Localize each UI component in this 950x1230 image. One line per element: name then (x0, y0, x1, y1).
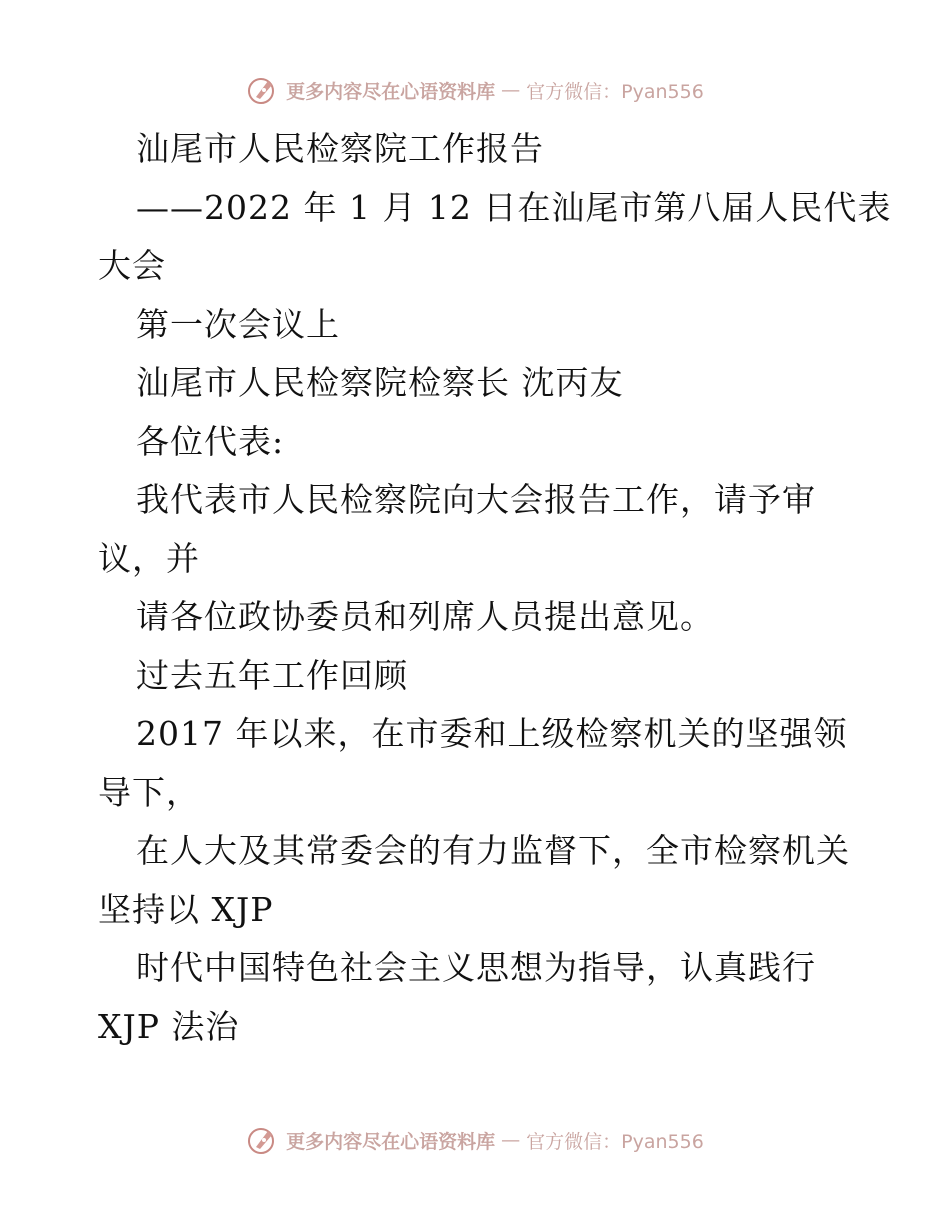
text-line: 大会 (98, 246, 166, 285)
text-line: 第一次会议上 (136, 304, 340, 344)
text-line: 我代表市人民检察院向大会报告工作，请予审 (136, 480, 816, 519)
text-line: 导下， (98, 772, 200, 812)
pen-nib-logo-icon (246, 1123, 280, 1157)
text-line: ——2022 年 1 月 12 日在汕尾市第八届人民代表 (136, 187, 892, 227)
text-line: 坚持以 XJP (98, 889, 274, 929)
footer-watermark-banner (0, 1120, 950, 1160)
text-line: 议，并 (98, 538, 200, 578)
document-body (98, 120, 892, 1056)
watermark-text: 更多内容尽在心语资料库 (286, 1130, 496, 1153)
watermark-text: 更多内容尽在心语资料库 (286, 80, 496, 103)
text-line: XJP 法治 (98, 1006, 240, 1046)
text-line: 时代中国特色社会主义思想为指导，认真践行 (136, 948, 816, 987)
text-line: 汕尾市人民检察院工作报告 (136, 129, 544, 168)
watermark-separator: — (501, 1129, 521, 1151)
text-line: 汕尾市人民检察院检察长 沈丙友 (136, 363, 624, 402)
watermark-wechat: 官方微信：Pyan556 (526, 1130, 704, 1153)
text-line: 请各位政协委员和列席人员提出意见。 (136, 597, 714, 636)
watermark-separator: — (501, 79, 521, 101)
header-watermark-banner (0, 70, 950, 110)
text-line: 各位代表: (136, 421, 285, 461)
text-line: 过去五年工作回顾 (136, 655, 408, 695)
watermark-wechat: 官方微信：Pyan556 (526, 80, 704, 103)
pen-nib-logo-icon (246, 73, 280, 107)
text-line: 2017 年以来，在市委和上级检察机关的坚强领 (136, 714, 848, 753)
text-line: 在人大及其常委会的有力监督下，全市检察机关 (136, 831, 850, 870)
